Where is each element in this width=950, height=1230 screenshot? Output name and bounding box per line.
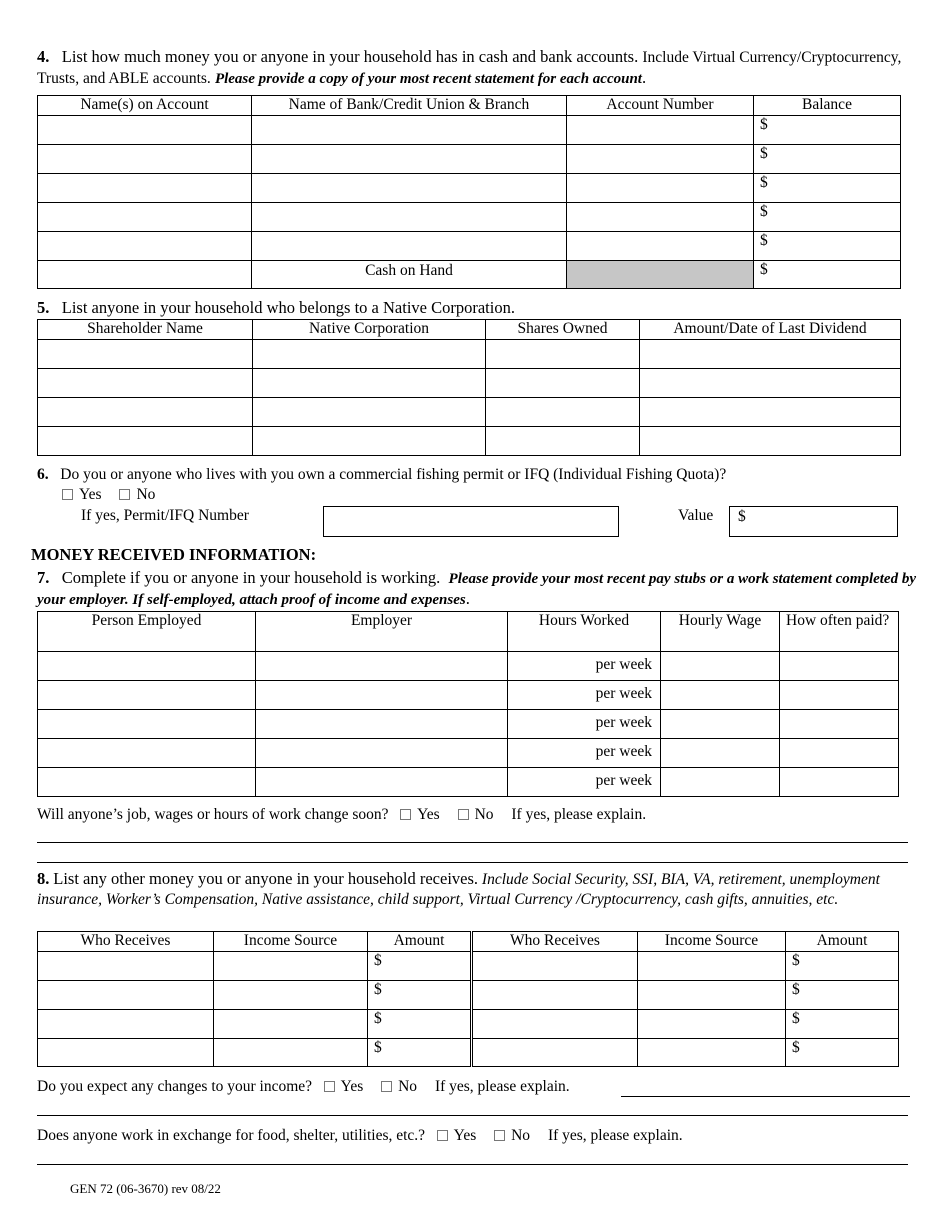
col-header: Who Receives	[38, 932, 214, 952]
amount-cell[interactable]	[368, 1039, 472, 1067]
table-row	[38, 398, 901, 427]
currency-symbol: $	[792, 1010, 800, 1027]
q4-include: Include Virtual Currency/Cryptocurrency, Trusts, and ABLE accounts.	[37, 49, 902, 87]
checkbox[interactable]	[119, 489, 130, 500]
wage-cell[interactable]	[661, 739, 780, 768]
income-change-no-option[interactable]	[381, 1078, 417, 1095]
col-header: Native Corporation	[253, 320, 486, 340]
balance-cell[interactable]	[754, 232, 901, 261]
per-week-label: per week	[595, 656, 652, 673]
dividend-cell[interactable]	[640, 398, 901, 427]
col-header: Account Number	[567, 96, 754, 116]
shareholder-cell[interactable]	[38, 340, 253, 369]
shareholder-cell[interactable]	[38, 369, 253, 398]
job-change-yes-option[interactable]	[400, 806, 440, 823]
balance-cell[interactable]	[754, 145, 901, 174]
account-name-cell[interactable]	[38, 116, 252, 145]
option-label: No	[474, 806, 494, 823]
corporation-cell[interactable]	[253, 369, 486, 398]
q4-prompt: 4. List how much money you or anyone in your household has in cash and bank accounts. Include Virtual Currency/Cryptocurrency, Trusts, and ABLE accounts. Please provide a copy of your most recent statement for each account.	[37, 47, 902, 87]
q7-prompt: 7. Complete if you or anyone in your household is working. Please provide your most recent pay stubs or a work statement completed by your employer. If self-employed, attach proof of income and expenses.	[37, 568, 917, 608]
corporation-cell[interactable]	[253, 427, 486, 456]
col-header: Who Receives	[472, 932, 638, 952]
table-row	[38, 174, 901, 203]
col-header: Name of Bank/Credit Union & Branch	[252, 96, 567, 116]
who-receives-cell[interactable]	[38, 981, 214, 1010]
q8-prompt	[37, 869, 917, 910]
currency-symbol: $	[374, 981, 382, 998]
q4-text: List how much money you or anyone in your household has in cash and bank accounts.	[61, 47, 639, 66]
q7-instruction: Please provide your most recent pay stubs or a work statement completed by your employer. If self-employed, attach proof of income and expenses	[37, 571, 917, 608]
shareholder-cell[interactable]	[38, 398, 253, 427]
option-label: No	[398, 1078, 418, 1095]
explain-line[interactable]	[37, 1115, 908, 1116]
currency-symbol: $	[374, 1039, 382, 1056]
frequency-cell[interactable]	[780, 739, 899, 768]
amount-cell[interactable]	[786, 1010, 899, 1039]
balance-cell[interactable]	[754, 116, 901, 145]
per-week-label: per week	[595, 743, 652, 760]
shares-cell[interactable]	[486, 340, 640, 369]
employer-cell[interactable]	[256, 768, 508, 797]
col-header: Balance	[754, 96, 901, 116]
col-header: Amount	[786, 932, 899, 952]
col-header: Income Source	[638, 932, 786, 952]
amount-cell[interactable]	[786, 981, 899, 1010]
table-row	[38, 145, 901, 174]
currency-symbol: $	[760, 145, 768, 162]
amount-cell[interactable]	[786, 952, 899, 981]
who-receives-cell[interactable]	[472, 1010, 638, 1039]
col-header: How often paid?	[780, 612, 899, 652]
q5-text: List anyone in your household who belongs to a Native Corporation.	[61, 298, 515, 317]
currency-symbol: $	[760, 116, 768, 133]
table-row	[38, 981, 899, 1010]
table-row	[38, 427, 901, 456]
income-source-cell[interactable]	[214, 952, 368, 981]
checkbox[interactable]	[458, 809, 469, 820]
explain-label: If yes, please explain.	[434, 1078, 570, 1095]
table-row	[38, 1010, 899, 1039]
employer-cell[interactable]	[256, 739, 508, 768]
question-text: Do you expect any changes to your income?	[37, 1078, 313, 1095]
permit-label: If yes, Permit/IFQ Number	[81, 507, 249, 524]
table-row	[38, 340, 901, 369]
explain-line[interactable]	[37, 862, 908, 863]
shares-cell[interactable]	[486, 398, 640, 427]
frequency-cell[interactable]	[780, 681, 899, 710]
wage-cell[interactable]	[661, 652, 780, 681]
person-cell[interactable]	[38, 739, 256, 768]
person-cell[interactable]	[38, 710, 256, 739]
amount-cell[interactable]	[786, 1039, 899, 1067]
bank-accounts-table	[37, 95, 901, 289]
bank-name-cell[interactable]	[252, 232, 567, 261]
permit-number-field[interactable]	[323, 506, 619, 537]
table-row	[38, 1039, 899, 1067]
income-source-cell[interactable]	[214, 981, 368, 1010]
col-header: Name(s) on Account	[38, 96, 252, 116]
option-label: Yes	[340, 1078, 364, 1095]
dividend-cell[interactable]	[640, 369, 901, 398]
account-name-cell[interactable]	[38, 174, 252, 203]
col-header: Person Employed	[38, 612, 256, 652]
shareholder-cell[interactable]	[38, 427, 253, 456]
currency-symbol: $	[792, 952, 800, 969]
q8-number: 8.	[37, 869, 50, 888]
q6-text: Do you or anyone who lives with you own a commercial fishing permit or IFQ (Individual Fishing Quota)?	[60, 466, 727, 483]
balance-cell[interactable]	[754, 174, 901, 203]
hours-cell[interactable]	[508, 739, 661, 768]
q6-no-option[interactable]	[119, 486, 155, 503]
account-name-cell[interactable]	[38, 261, 252, 289]
corporation-cell[interactable]	[253, 340, 486, 369]
section-title: MONEY RECEIVED INFORMATION:	[31, 545, 317, 564]
income-change-yes-option[interactable]	[324, 1078, 364, 1095]
value-label: Value	[678, 507, 714, 524]
option-label: No	[136, 486, 156, 503]
bank-name-cell[interactable]	[252, 203, 567, 232]
shares-cell[interactable]	[486, 369, 640, 398]
frequency-cell[interactable]	[780, 710, 899, 739]
employer-cell[interactable]	[256, 652, 508, 681]
hours-cell[interactable]	[508, 652, 661, 681]
col-header: Hourly Wage	[661, 612, 780, 652]
table-row	[38, 681, 899, 710]
employer-cell[interactable]	[256, 681, 508, 710]
option-label: No	[511, 1127, 531, 1144]
wage-cell[interactable]	[661, 710, 780, 739]
col-header: Employer	[256, 612, 508, 652]
person-cell[interactable]	[38, 681, 256, 710]
option-label: Yes	[453, 1127, 477, 1144]
explain-label: If yes, please explain.	[547, 1127, 683, 1144]
q6-prompt	[37, 465, 917, 485]
frequency-cell[interactable]	[780, 768, 899, 797]
account-name-cell[interactable]	[38, 145, 252, 174]
who-receives-cell[interactable]	[472, 952, 638, 981]
who-receives-cell[interactable]	[472, 981, 638, 1010]
cash-on-hand-label: Cash on Hand	[252, 261, 567, 289]
account-number-cell[interactable]	[567, 174, 754, 203]
bank-name-cell[interactable]	[252, 145, 567, 174]
cash-balance-cell[interactable]	[754, 261, 901, 289]
col-header: Income Source	[214, 932, 368, 952]
col-header: Hours Worked	[508, 612, 661, 652]
who-receives-cell[interactable]	[38, 1039, 214, 1067]
q6-yes-option[interactable]	[62, 486, 102, 503]
form-id: GEN 72 (06-3670) rev 08/22	[70, 1181, 221, 1196]
account-number-cell[interactable]	[567, 232, 754, 261]
hours-cell[interactable]	[508, 710, 661, 739]
income-source-cell[interactable]	[638, 1039, 786, 1067]
q8-text: List any other money you or anyone in your household receives.	[53, 869, 479, 888]
shaded-cell	[567, 261, 754, 289]
account-number-cell[interactable]	[567, 203, 754, 232]
bank-name-cell[interactable]	[252, 116, 567, 145]
native-corporation-table	[37, 319, 901, 456]
per-week-label: per week	[595, 714, 652, 731]
table-row	[38, 232, 901, 261]
table-row	[38, 652, 899, 681]
other-income-table	[37, 931, 899, 1067]
currency-symbol: $	[760, 203, 768, 220]
explain-label: If yes, please explain.	[511, 806, 647, 823]
col-header: Amount	[368, 932, 472, 952]
q8-include: Include Social Security, SSI, BIA, VA, retirement, unemployment insurance, Worker’s Compensation, Native assistance, child support, Virtual Currency /Cryptocurrency, cash gifts, annuities, etc.	[37, 871, 880, 908]
q5-number: 5.	[37, 298, 50, 317]
exchange-question	[37, 1127, 683, 1145]
cash-on-hand-row	[38, 261, 901, 289]
q6-options	[62, 486, 169, 504]
frequency-cell[interactable]	[780, 652, 899, 681]
option-label: Yes	[417, 806, 440, 823]
employer-cell[interactable]	[256, 710, 508, 739]
account-name-cell[interactable]	[38, 203, 252, 232]
table-row	[38, 369, 901, 398]
income-source-cell[interactable]	[638, 1010, 786, 1039]
who-receives-cell[interactable]	[38, 1010, 214, 1039]
q4-instruction: Please provide a copy of your most recent statement for each account	[214, 71, 642, 87]
option-label: Yes	[79, 486, 102, 503]
question-text: Will anyone’s job, wages or hours of work change soon?	[37, 806, 389, 823]
currency-symbol: $	[374, 1010, 382, 1027]
q4-number: 4.	[37, 47, 50, 66]
hours-cell[interactable]	[508, 768, 661, 797]
col-header: Shares Owned	[486, 320, 640, 340]
currency-symbol: $	[760, 174, 768, 191]
table-row	[38, 710, 899, 739]
checkbox[interactable]	[62, 489, 73, 500]
who-receives-cell[interactable]	[38, 952, 214, 981]
q7-text: Complete if you or anyone in your household is working.	[61, 568, 441, 587]
income-source-cell[interactable]	[214, 1010, 368, 1039]
hours-cell[interactable]	[508, 681, 661, 710]
shares-cell[interactable]	[486, 427, 640, 456]
job-change-question	[37, 806, 646, 824]
table-row	[38, 203, 901, 232]
checkbox[interactable]	[437, 1130, 448, 1141]
per-week-label: per week	[595, 685, 652, 702]
job-change-no-option[interactable]	[458, 806, 494, 823]
col-header: Amount/Date of Last Dividend	[640, 320, 901, 340]
col-header: Shareholder Name	[38, 320, 253, 340]
currency-symbol: $	[760, 261, 768, 278]
currency-symbol: $	[760, 232, 768, 249]
value-field[interactable]	[729, 506, 898, 537]
amount-cell[interactable]	[368, 981, 472, 1010]
amount-cell[interactable]	[368, 1010, 472, 1039]
explain-line[interactable]	[37, 1164, 908, 1165]
employment-table	[37, 611, 899, 797]
q5-prompt	[37, 298, 917, 318]
wage-cell[interactable]	[661, 768, 780, 797]
q6-number: 6.	[37, 466, 49, 483]
table-row	[38, 116, 901, 145]
explain-line[interactable]	[37, 842, 908, 843]
currency-symbol: $	[374, 952, 382, 969]
table-row	[38, 768, 899, 797]
wage-cell[interactable]	[661, 681, 780, 710]
income-change-question	[37, 1078, 570, 1096]
checkbox[interactable]	[494, 1130, 505, 1141]
account-number-cell[interactable]	[567, 116, 754, 145]
account-name-cell[interactable]	[38, 232, 252, 261]
amount-cell[interactable]	[368, 952, 472, 981]
currency-symbol: $	[792, 981, 800, 998]
currency-symbol: $	[792, 1039, 800, 1056]
checkbox[interactable]	[381, 1081, 392, 1092]
income-source-cell[interactable]	[638, 981, 786, 1010]
dividend-cell[interactable]	[640, 427, 901, 456]
exchange-no-option[interactable]	[494, 1127, 530, 1144]
person-cell[interactable]	[38, 768, 256, 797]
dividend-cell[interactable]	[640, 340, 901, 369]
income-source-cell[interactable]	[638, 952, 786, 981]
person-cell[interactable]	[38, 652, 256, 681]
per-week-label: per week	[595, 772, 652, 789]
q7-number: 7.	[37, 568, 50, 587]
corporation-cell[interactable]	[253, 398, 486, 427]
table-row	[38, 952, 899, 981]
who-receives-cell[interactable]	[472, 1039, 638, 1067]
bank-name-cell[interactable]	[252, 174, 567, 203]
checkbox[interactable]	[400, 809, 411, 820]
checkbox[interactable]	[324, 1081, 335, 1092]
currency-symbol: $	[738, 508, 746, 525]
explain-line[interactable]	[621, 1096, 910, 1097]
question-text: Does anyone work in exchange for food, shelter, utilities, etc.?	[37, 1127, 426, 1144]
table-row	[38, 739, 899, 768]
balance-cell[interactable]	[754, 203, 901, 232]
income-source-cell[interactable]	[214, 1039, 368, 1067]
account-number-cell[interactable]	[567, 145, 754, 174]
exchange-yes-option[interactable]	[437, 1127, 477, 1144]
